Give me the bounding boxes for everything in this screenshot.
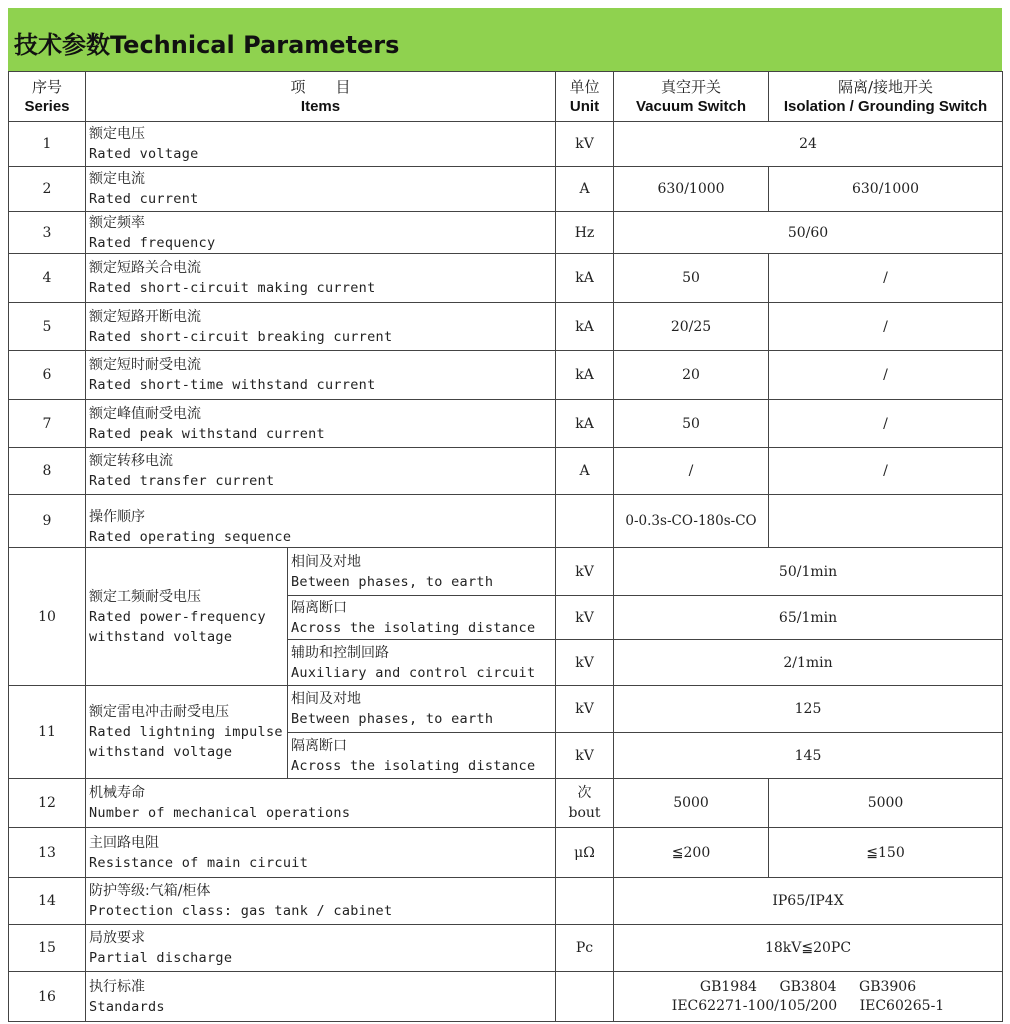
isolation-value-cell: /: [769, 448, 1003, 495]
unit-cell: [556, 495, 614, 548]
isolation-value-cell: /: [769, 351, 1003, 400]
item-cell: 额定电压 Rated voltage: [86, 122, 556, 167]
header-items: 项 目 Items: [86, 72, 556, 122]
table-row: [9, 448, 1003, 495]
header-series: 序号 Series: [9, 72, 86, 122]
header-vacuum-switch: 真空开关 Vacuum Switch: [614, 72, 769, 122]
sub-item-cell: 相间及对地 Between phases, to earth: [288, 686, 556, 733]
page-title: 技术参数Technical Parameters: [14, 31, 400, 59]
isolation-value-cell: /: [769, 400, 1003, 448]
item-cell: 额定转移电流 Rated transfer current: [86, 448, 556, 495]
unit-cell: Pc: [556, 925, 614, 972]
row-number: 1: [9, 122, 86, 167]
table-row: [9, 400, 1003, 448]
unit-cell: kV: [556, 122, 614, 167]
vacuum-value-cell: ≦200: [614, 828, 769, 878]
row-number: 15: [9, 925, 86, 972]
item-cell: 局放要求 Partial discharge: [86, 925, 556, 972]
row-number: 4: [9, 254, 86, 303]
value-cell: IP65/IP4X: [614, 878, 1003, 925]
row-number: 5: [9, 303, 86, 351]
sub-item-cell: 隔离断口 Across the isolating distance: [288, 596, 556, 640]
unit-cell: Hz: [556, 212, 614, 254]
item-cell: 额定短时耐受电流 Rated short-time withstand current: [86, 351, 556, 400]
unit-cell: A: [556, 448, 614, 495]
unit-cell: kA: [556, 351, 614, 400]
item-cell: 额定短路开断电流 Rated short-circuit breaking current: [86, 303, 556, 351]
row-number: 14: [9, 878, 86, 925]
row-number: 11: [9, 686, 86, 779]
isolation-value-cell: 630/1000: [769, 167, 1003, 212]
unit-cell: kA: [556, 254, 614, 303]
table-row: [9, 686, 1003, 733]
unit-cell: kA: [556, 303, 614, 351]
unit-cell: kV: [556, 686, 614, 733]
item-cell: 额定短路关合电流 Rated short-circuit making current: [86, 254, 556, 303]
row-number: 6: [9, 351, 86, 400]
unit-cell: kV: [556, 548, 614, 596]
item-cell: 额定频率 Rated frequency: [86, 212, 556, 254]
sub-item-cell: 辅助和控制回路 Auxiliary and control circuit: [288, 640, 556, 686]
table-row: [9, 212, 1003, 254]
table-row: [9, 548, 1003, 596]
table-row: [9, 303, 1003, 351]
row-number: 9: [9, 495, 86, 548]
value-cell: 65/1min: [614, 596, 1003, 640]
vacuum-value-cell: 20: [614, 351, 769, 400]
isolation-value-cell: /: [769, 303, 1003, 351]
table-row: [9, 254, 1003, 303]
item-cell: 主回路电阻 Resistance of main circuit: [86, 828, 556, 878]
standards-cell: GB1984 GB3804 GB3906 IEC62271-100/105/200 IEC60265-1: [614, 972, 1003, 1022]
unit-cell: kV: [556, 733, 614, 779]
isolation-value-cell: ≦150: [769, 828, 1003, 878]
vacuum-value-cell: 5000: [614, 779, 769, 828]
header-isolation-switch: 隔离/接地开关 Isolation / Grounding Switch: [769, 72, 1003, 122]
unit-cell: [556, 878, 614, 925]
table-row: [9, 351, 1003, 400]
table-row: [9, 122, 1003, 167]
isolation-value-cell: 5000: [769, 779, 1003, 828]
unit-cell: kA: [556, 400, 614, 448]
item-cell: 额定峰值耐受电流 Rated peak withstand current: [86, 400, 556, 448]
row-number: 16: [9, 972, 86, 1022]
value-cell: 2/1min: [614, 640, 1003, 686]
table-row: [9, 167, 1003, 212]
unit-cell: A: [556, 167, 614, 212]
vacuum-value-cell: 630/1000: [614, 167, 769, 212]
item-cell: 操作顺序 Rated operating sequence: [86, 495, 556, 548]
table-row: [9, 878, 1003, 925]
row-number: 13: [9, 828, 86, 878]
row-number: 3: [9, 212, 86, 254]
item-cell: 额定工频耐受电压 Rated power-frequency withstand voltage: [86, 548, 288, 686]
table-row: [9, 495, 1003, 548]
vacuum-value-cell: 20/25: [614, 303, 769, 351]
vacuum-value-cell: /: [614, 448, 769, 495]
value-cell: 145: [614, 733, 1003, 779]
value-cell: 18kV≦20PC: [614, 925, 1003, 972]
row-number: 8: [9, 448, 86, 495]
table-row: [9, 972, 1003, 1022]
header-unit: 单位 Unit: [556, 72, 614, 122]
item-cell: 机械寿命 Number of mechanical operations: [86, 779, 556, 828]
unit-cell: μΩ: [556, 828, 614, 878]
item-cell: 防护等级:气箱/柜体 Protection class: gas tank / cabinet: [86, 878, 556, 925]
vacuum-value-cell: 50: [614, 400, 769, 448]
vacuum-value-cell: 50: [614, 254, 769, 303]
sub-item-cell: 相间及对地 Between phases, to earth: [288, 548, 556, 596]
value-cell: 50/1min: [614, 548, 1003, 596]
value-cell: 50/60: [614, 212, 1003, 254]
value-cell: 125: [614, 686, 1003, 733]
row-number: 7: [9, 400, 86, 448]
header-row: [9, 72, 1003, 122]
item-cell: 额定雷电冲击耐受电压 Rated lightning impulse withstand voltage: [86, 686, 288, 779]
item-cell: 额定电流 Rated current: [86, 167, 556, 212]
row-number: 12: [9, 779, 86, 828]
table-row: [9, 779, 1003, 828]
table-row: [9, 925, 1003, 972]
unit-cell: [556, 972, 614, 1022]
row-number: 10: [9, 548, 86, 686]
vacuum-value-cell: 0-0.3s-CO-180s-CO: [614, 495, 769, 548]
sub-item-cell: 隔离断口 Across the isolating distance: [288, 733, 556, 779]
value-cell: 24: [614, 122, 1003, 167]
item-cell: 执行标准 Standards: [86, 972, 556, 1022]
title-banner: [8, 8, 1002, 71]
isolation-value-cell: [769, 495, 1003, 548]
table-row: [9, 828, 1003, 878]
unit-cell: 次 bout: [556, 779, 614, 828]
unit-cell: kV: [556, 596, 614, 640]
technical-parameters-table: [8, 71, 1003, 1022]
unit-cell: kV: [556, 640, 614, 686]
row-number: 2: [9, 167, 86, 212]
isolation-value-cell: /: [769, 254, 1003, 303]
